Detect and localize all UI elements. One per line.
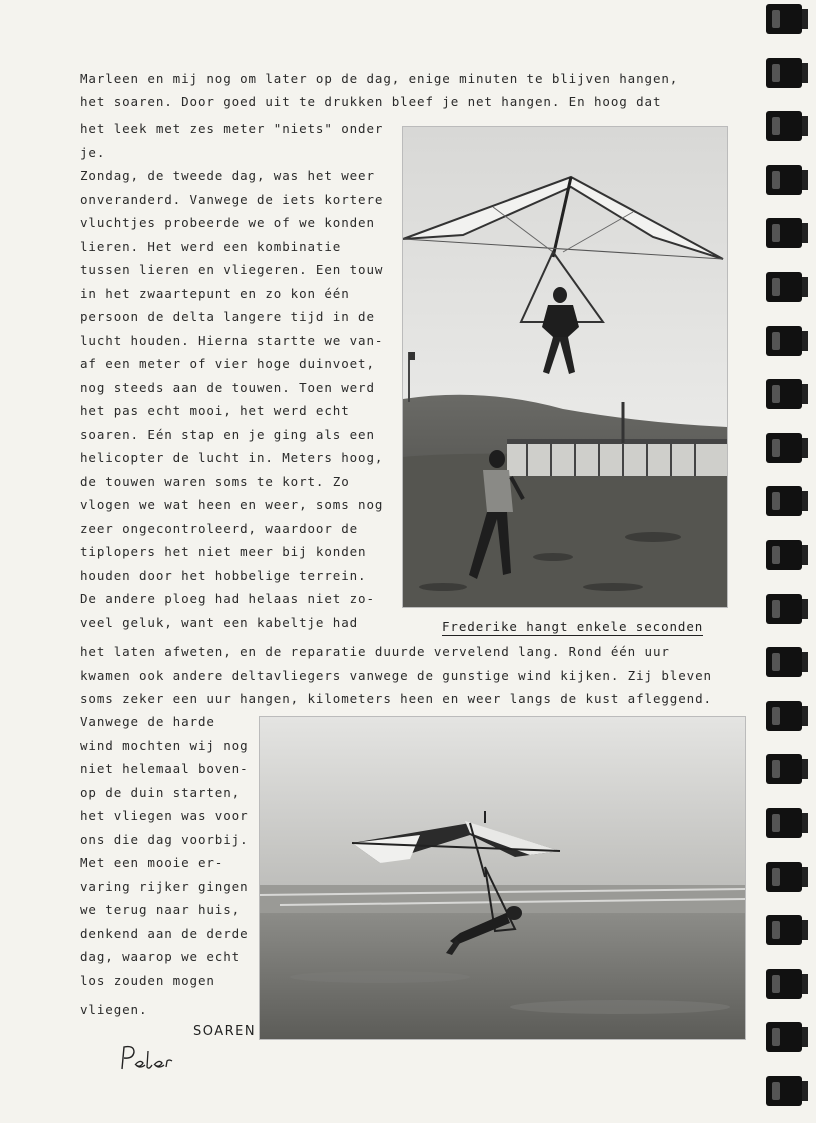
binding-ring: [766, 540, 802, 570]
photo-hang-glider-beach: [259, 716, 746, 1040]
text-line: niet helemaal boven-: [80, 761, 249, 776]
spiral-binding: [762, 0, 802, 1123]
binding-ring: [766, 701, 802, 731]
text-line: lucht houden. Hierna startte we van-: [80, 333, 384, 348]
text-line: Vanwege de harde: [80, 714, 215, 729]
text-line: de touwen waren soms te kort. Zo: [80, 474, 350, 489]
text-line: kwamen ook andere deltavliegers vanwege de gunstige wind kijken. Zij bleven: [80, 668, 712, 683]
text-line: soms zeker een uur hangen, kilometers heen en weer langs de kust afleggend.: [80, 691, 712, 706]
binding-ring: [766, 1076, 802, 1106]
text-line: veel geluk, want een kabeltje had: [80, 615, 359, 630]
binding-ring: [766, 58, 802, 88]
binding-ring: [766, 111, 802, 141]
binding-ring: [766, 379, 802, 409]
text-line: zeer ongecontroleerd, waardoor de: [80, 521, 359, 536]
text-line: De andere ploeg had helaas niet zo-: [80, 591, 375, 606]
binding-ring: [766, 218, 802, 248]
text-line: het soaren. Door goed uit te drukken bleef je net hangen. En hoog dat: [80, 94, 662, 109]
binding-ring: [766, 486, 802, 516]
text-line: Zondag, de tweede dag, was het weer: [80, 168, 375, 183]
binding-ring: [766, 969, 802, 999]
text-line: Marleen en mij nog om later op de dag, enige minuten te blijven hangen,: [80, 71, 679, 86]
text-line: wind mochten wij nog: [80, 738, 249, 753]
text-line: we terug naar huis,: [80, 902, 241, 917]
text-line: je.: [80, 145, 106, 160]
text-line: op de duin starten,: [80, 785, 241, 800]
text-line: tussen lieren en vliegeren. Een touw: [80, 262, 384, 277]
text-line: in het zwaartepunt en zo kon één: [80, 286, 350, 301]
text-line: vluchtjes probeerde we of we konden: [80, 215, 375, 230]
text-line: Met een mooie er-: [80, 855, 224, 870]
photo-hang-glider-tethered: [402, 126, 728, 608]
text-line: los zouden mogen: [80, 973, 215, 988]
binding-ring: [766, 1022, 802, 1052]
binding-ring: [766, 272, 802, 302]
text-line: persoon de delta langere tijd in de: [80, 309, 375, 324]
text-line: het leek met zes meter "niets" onder: [80, 121, 384, 136]
text-line: soaren. Eén stap en je ging als een: [80, 427, 375, 442]
text-line: dag, waarop we echt: [80, 949, 241, 964]
photo-caption: Frederike hangt enkele seconden: [442, 619, 704, 634]
text-line: nog steeds aan de touwen. Toen werd: [80, 380, 375, 395]
binding-ring: [766, 594, 802, 624]
handwritten-signature: [118, 1043, 178, 1073]
text-line: denkend aan de derde: [80, 926, 249, 941]
text-line: onveranderd. Vanwege de iets kortere: [80, 192, 384, 207]
binding-ring: [766, 754, 802, 784]
text-line: helicopter de lucht in. Meters hoog,: [80, 450, 384, 465]
binding-ring: [766, 647, 802, 677]
binding-ring: [766, 808, 802, 838]
text-line: varing rijker gingen: [80, 879, 249, 894]
section-tag: SOAREN: [193, 1024, 257, 1039]
binding-ring: [766, 862, 802, 892]
binding-ring: [766, 433, 802, 463]
binding-ring: [766, 4, 802, 34]
binding-ring: [766, 326, 802, 356]
text-line: lieren. Het werd een kombinatie: [80, 239, 342, 254]
binding-ring: [766, 165, 802, 195]
text-line: houden door het hobbelige terrein.: [80, 568, 367, 583]
text-line: tiplopers het niet meer bij konden: [80, 544, 367, 559]
text-line: het laten afweten, en de reparatie duurde vervelend lang. Rond één uur: [80, 644, 670, 659]
text-line: het vliegen was voor: [80, 808, 249, 823]
text-line: het pas echt mooi, het werd echt: [80, 403, 350, 418]
text-line: vliegen.: [80, 1002, 148, 1017]
text-line: ons die dag voorbij.: [80, 832, 249, 847]
text-line: af een meter of vier hoge duinvoet,: [80, 356, 375, 371]
text-line: vlogen we wat heen en weer, soms nog: [80, 497, 384, 512]
binding-ring: [766, 915, 802, 945]
